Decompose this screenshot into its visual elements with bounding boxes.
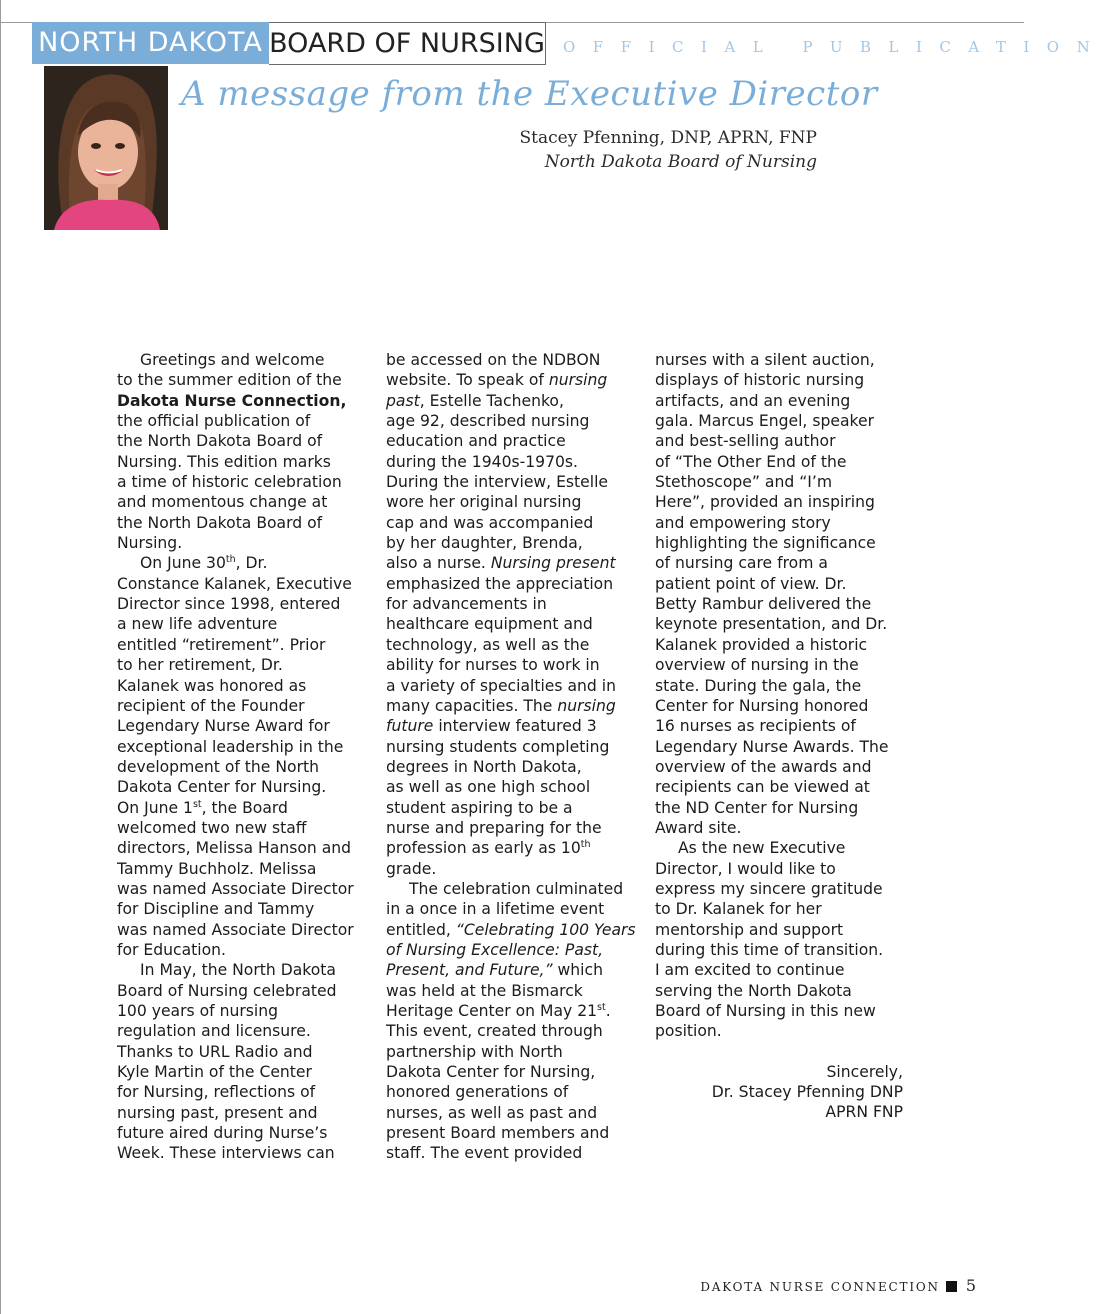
paragraph: nurses with a silent auction, displays of historic nursing artifacts, and an evening gala. Marcus Engel, speaker and best-selling author of “The Other End of the Stethoscope” and “I’m Here”, provided an inspiring and empowering story highlighting the significance of nursing care from a patient point of view. Dr. Betty Rambur delivered the keynote presentation, and Dr. Kalanek provided a historic overview of nursing in the state. During the gala, the Center for Nursing honored 16 nurses as recipients of Legendary Nurse Awards. The overview of the awards and recipients can be viewed at the ND Center for Nursing Award site. [655, 351, 889, 837]
paragraph: Greetings and welcome to the summer edition of the Dakota Nurse Connection, the official publication of the North Dakota Board of Nursing. This edition marks a time of historic celebration and momentous change at the North Dakota Board of Nursing. [117, 351, 347, 553]
paragraph: The celebration culminated in a once in a lifetime event entitled, “Celebrating 100 Years of Nursing Excellence: Past, Present, and Future,” which was held at the Bismarck Heritage Center on May 21st. This event, created through partnership with North Dakota Center for Nursing, honored generations of nurses, as well as past and present Board members and staff. The event provided [386, 879, 636, 1163]
article-headline: A message from the Executive Director [181, 74, 878, 114]
page-number: 5 [965, 1276, 976, 1295]
author-organization: North Dakota Board of Nursing [544, 152, 817, 172]
paragraph: On June 30th, Dr. Constance Kalanek, Executive Director since 1998, entered a new life adventure entitled “retirement”. Prior to her retirement, Dr. Kalanek was honored as recipient of the Founder Legendary Nurse Award for exceptional leadership in the development of the North Dakota Center for Nursing. On June 1st, the Board welcomed two new staff directors, Melissa Hanson and Tammy Buchholz. Melissa was named Associate Director for Discipline and Tammy was named Associate Director for Education. [117, 554, 354, 959]
signature-block: Sincerely, Dr. Stacey Pfenning DNP APRN FNP [711, 1062, 903, 1122]
author-portrait-image [44, 66, 168, 230]
publication-name: Dakota Nurse Connection, [117, 391, 347, 410]
column-1 [117, 350, 379, 1164]
paragraph: As the new Executive Director, I would like to express my sincere gratitude to Dr. Kalanek for her mentorship and support during this time of transition. I am excited to continue serving the North Dakota Board of Nursing in this new position. [655, 839, 884, 1041]
column-3 [655, 350, 917, 1123]
author-photo [44, 66, 168, 230]
paragraph: be accessed on the NDBON website. To speak of nursing past, Estelle Tachenko, age 92, described nursing education and practice during the 1940s-1970s. During the interview, Estelle wore her original nursing cap and was accompanied by her daughter, Brenda, also a nurse. Nursing present emphasized the appreciation for advancements in healthcare equipment and technology, as well as the ability for nurses to work in a variety of specialties and in many capacities. The nursing future interview featured 3 nursing students completing degrees in North Dakota, as well as one high school student aspiring to be a nurse and preparing for the profession as early as 10th grade. [386, 351, 616, 878]
column-2 [386, 350, 648, 1164]
page-footer [700, 1276, 976, 1295]
square-bullet-icon [946, 1281, 957, 1292]
masthead-board: BOARD OF NURSING [269, 22, 546, 65]
event-title: “Celebrating 100 Years of Nursing Excellence: Past, Present, and Future,” [386, 920, 636, 980]
paragraph: In May, the North Dakota Board of Nursing celebrated 100 years of nursing regulation and licensure. Thanks to URL Radio and Kyle Martin of the Center for Nursing, reflections of nursing past, present and future aired during Nurse’s Week. These interviews can [117, 961, 337, 1163]
footer-publication: DAKOTA NURSE CONNECTION [700, 1280, 940, 1294]
author-name: Stacey Pfenning, DNP, APRN, FNP [519, 128, 817, 148]
masthead-tagline: OFFICIAL PUBLICATION [563, 38, 1107, 56]
masthead-state: NORTH DAKOTA [32, 22, 269, 64]
